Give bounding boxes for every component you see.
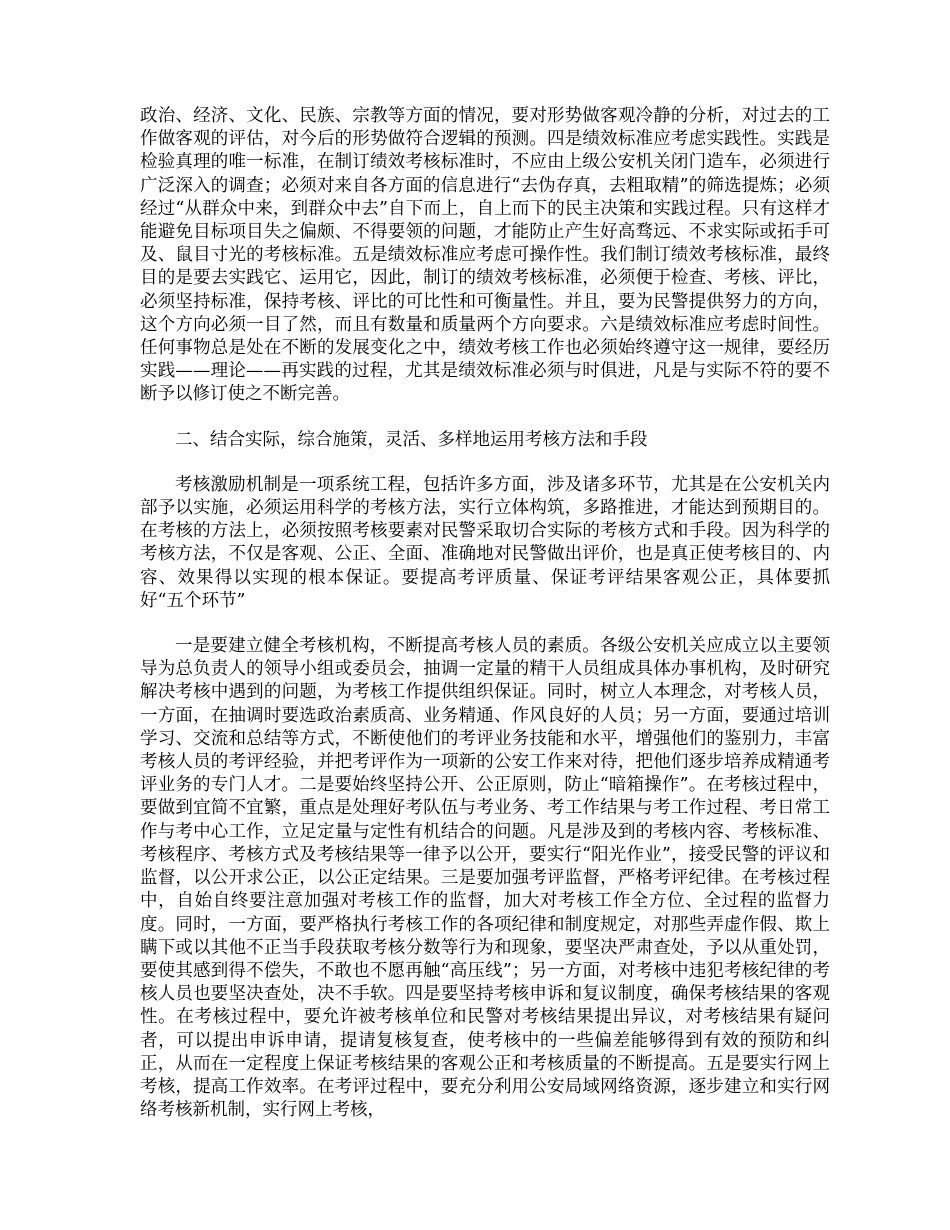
document-body — [140, 105, 830, 1144]
section-heading-assessment-methods: 二、结合实际，综合施策，灵活、多样地运用考核方法和手段 — [175, 429, 648, 450]
paragraph-assessment-mechanism: 考核激励机制是一项系统工程，包括许多方面，涉及诸多环节，尤其是在公安机关内部予以实施，必须运用科学的考核方法，实行立体构筑，多路推进，才能达到预期目的。在考核的方法上，必须按照考核要素对民警采取切合实际的考核方式和手段。因为科学的考核方法，不仅是客观、公正、全面、准确地对民警做出评价，也是真正使考核目的、内容、效果得以实现的根本保证。要提高考评质量、保证考评结果客观公正，具体要抓好“五个环节” — [140, 474, 830, 611]
paragraph-performance-standards: 政治、经济、文化、民族、宗教等方面的情况，要对形势做客观冷静的分析，对过去的工作做客观的评估，对今后的形势做符合逻辑的预测。四是绩效标准应考虑实践性。实践是检验真理的唯一标准，在制订绩效考核标准时，不应由上级公安机关闭门造车，必须进行广泛深入的调查；必须对来自各方面的信息进行“去伪存真，去粗取精”的筛选提炼；必须经过“从群众中来，到群众中去”自下而上，自上而下的民主决策和实践过程。只有这样才能避免目标项目失之偏颇、不得要领的问题，才能防止产生好高骛远、不求实际或拓手可及、鼠目寸光的考核标准。五是绩效标准应考虑可操作性。我们制订绩效考核标准，最终目的是要去实践它、运用它，因此，制订的绩效考核标准，必须便于检查、考核、评比，必须坚持标准，保持考核、评比的可比性和可衡量性。并且，要为民警提供努力的方向，这个方向必须一目了然，而且有数量和质量两个方向要求。六是绩效标准应考虑时间性。任何事物总是处在不断的发展变化之中，绩效考核工作也必须始终遵守这一规律，要经历实践——理论——再实践的过程，尤其是绩效标准必须与时俱进，凡是与实际不符的要不断予以修订使之不断完善。 — [140, 106, 830, 405]
paragraph-five-links: 一是要建立健全考核机构，不断提高考核人员的素质。各级公安机关应成立以主要领导为总负责人的领导小组或委员会，抽调一定量的精干人员组成具体办事机构，及时研究解决考核中遇到的问题，为考核工作提供组织保证。同时，树立人本理念，对考核人员，一方面，在抽调时要选政治素质高、业务精通、作风良好的人员；另一方面，要通过培训学习、交流和总结等方式，不断使他们的考评业务技能和水平，增强他们的鉴别力，丰富考核人员的考评经验，并把考评作为一项新的公安工作来对待，把他们逐步培养成精通考评业务的专门人才。二是要始终坚持公开、公正原则，防止“暗箱操作”。在考核过程中，要做到宜简不宜繁，重点是处理好考队伍与考业务、考工作结果与考工作过程、考日常工作与考中心工作，立足定量与定性有机结合的问题。凡是涉及到的考核内容、考核标准、考核程序、考核方式及考核结果等一律予以公开，要实行“阳光作业”，接受民警的评议和监督，以公开求公正，以公正定结果。三是要加强考评监督，严格考评纪律。在考核过程中，自始自终要注意加强对考核工作的监督，加大对考核工作全方位、全过程的监督力度。同时，一方面，要严格执行考核工作的各项纪律和制度规定，对那些弄虚作假、欺上瞒下或以其他不正当手段获取考核分数等行为和现象，要坚决严肃查处，予以从重处罚，要使其感到得不偿失，不敢也不愿再触“高压线”；另一方面，对考核中违犯考核纪律的考核人员也要坚决查处，决不手软。四是要坚持考核申诉和复议制度，确保考核结果的客观性。在考核过程中，要允许被考核单位和民警对考核结果提出异议，对考核结果有疑问者，可以提出申诉申请，提请复核复查，使考核中的一些偏差能够得到有效的预防和纠正，从而在一定程度上保证考核结果的客观公正和考核质量的不断提高。五是要实行网上考核，提高工作效率。在考评过程中，要充分利用公安局域网络资源，逐步建立和实行网络考核新机制，实行网上考核， — [140, 636, 830, 1121]
